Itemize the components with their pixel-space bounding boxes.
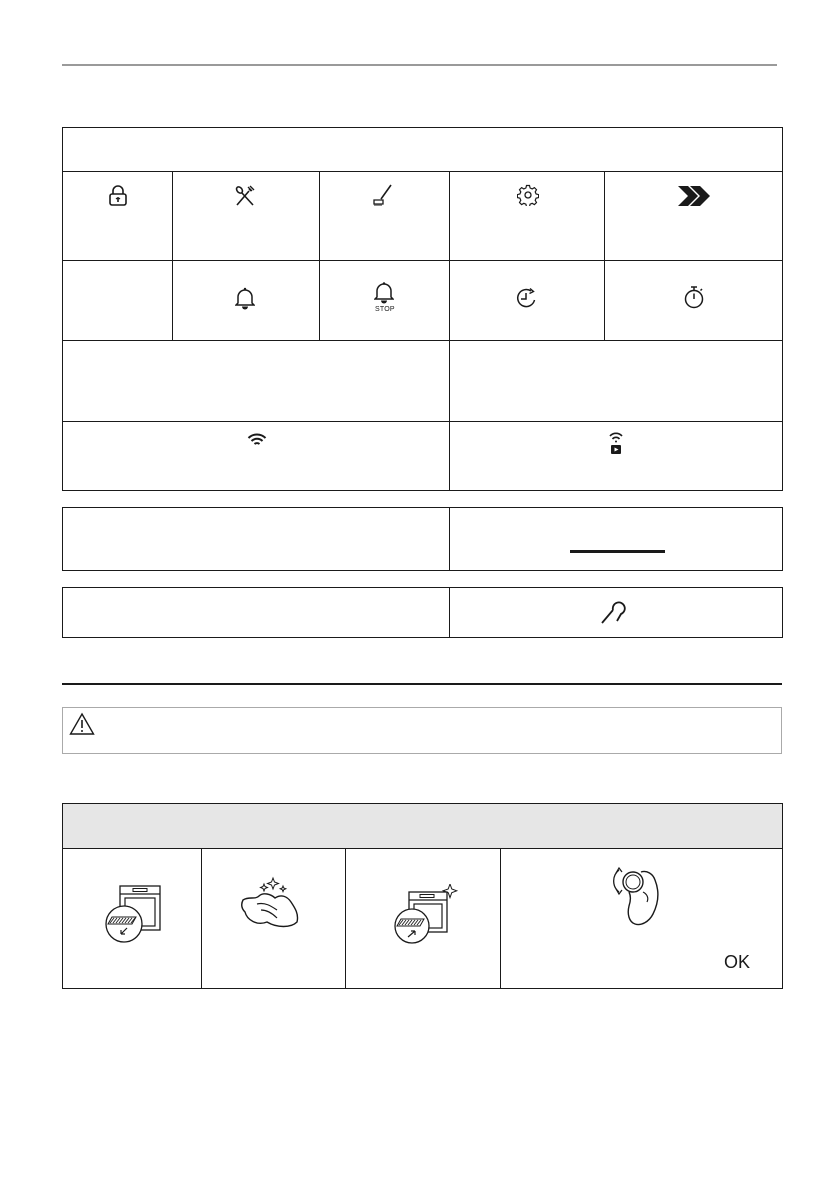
steps-header: [63, 804, 782, 848]
warning-box: [62, 707, 782, 754]
remote-start-icon: [608, 432, 624, 456]
underline-bar: [570, 550, 665, 553]
wifi-icon: [247, 432, 267, 448]
meat-probe-icon: [600, 599, 626, 625]
warning-triangle-icon: [69, 712, 95, 736]
fork-knife-icon: [234, 185, 256, 207]
steps-table: [62, 803, 783, 989]
oven-tray-out-icon: [103, 884, 165, 946]
cleaning-cloth-icon: [237, 870, 307, 932]
probe-table: [62, 587, 783, 638]
clock-arrow-icon: [515, 286, 539, 310]
bell-stop-icon: [374, 282, 394, 304]
control-panel-table: [62, 127, 783, 491]
top-rule: [62, 64, 777, 66]
display-table: [62, 507, 783, 571]
bell-icon: [235, 286, 255, 310]
stop-label: STOP: [375, 306, 395, 313]
double-chevron-icon: [676, 185, 712, 207]
gear-icon: [517, 184, 539, 206]
brush-icon: [372, 183, 394, 207]
ok-label: OK: [724, 952, 751, 972]
padlock-icon: [108, 185, 128, 207]
oven-tray-in-icon: [392, 884, 458, 946]
section-rule: [62, 683, 782, 685]
hand-knob-icon: [609, 862, 667, 934]
stopwatch-icon: [683, 285, 705, 309]
